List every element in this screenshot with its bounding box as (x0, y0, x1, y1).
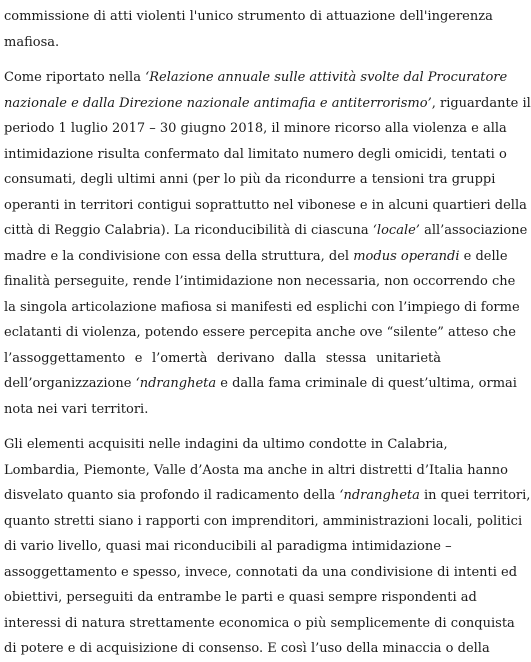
text-segment: in quei territori, (419, 488, 531, 503)
text-line: operanti in territori contigui soprattutto nel vibonese e in alcuni quartieri della (4, 197, 527, 213)
text-line: la singola articolazione mafiosa si manifesti ed esplichi con l’impiego di forme (4, 299, 520, 315)
text-line: l’assoggettamento e l’omertà derivano dalla stessa unitarietà (4, 350, 441, 366)
italic-text: ‘locale’ (372, 223, 420, 238)
text-segment: madre e la condivisione con essa della struttura, del (4, 248, 354, 264)
text-line: di potere e di acquisizione di consenso. E così l’uso della minaccia o della (4, 641, 490, 656)
text-line (4, 371, 517, 397)
text-line: nota nei vari territori. (4, 401, 149, 417)
text-line: intimidazione risulta confermato dal limitato numero degli omicidi, tentati o (4, 146, 507, 162)
text-line: commissione di atti violenti l'unico strumento di attuazione dell'ingerenza (4, 9, 493, 24)
italic-text: ‘ndrangheta (135, 376, 217, 391)
text-segment: dell’organizzazione (4, 376, 136, 391)
text-segment: e delle (459, 248, 508, 264)
italic-text: ‘Relazione annuale sulle attività svolte dal Procuratore (145, 70, 508, 85)
text-line (4, 65, 508, 91)
text-line (4, 483, 531, 509)
paragraph (4, 4, 493, 55)
text-line: quanto stretti siano i rapporti con imprenditori, amministrazioni locali, politici (4, 513, 523, 529)
text-line: Gli elementi acquisiti nelle indagini da ultimo condotte in Calabria, (4, 437, 448, 452)
paragraph-spacer (4, 55, 441, 65)
text-segment: Come riportato nella (4, 70, 146, 85)
text-line: consumati, degli ultimi anni (per lo più da ricondurre a tensioni tra gruppi (4, 172, 496, 187)
text-segment: , riguardante il (431, 95, 531, 111)
paragraph (4, 65, 531, 422)
text-segment: e dalla fama criminale di quest’ultima, ormai (216, 376, 517, 391)
text-line (4, 218, 528, 244)
text-line: eclatanti di violenza, potendo essere percepita anche ove “silente” atteso che (4, 325, 516, 340)
text-segment: disvelato quanto sia profondo il radicamento della (4, 488, 340, 503)
paragraph (4, 432, 531, 662)
italic-text: nazionale e dalla Direzione nazionale antimafia e antiterrorismo’ (4, 95, 432, 111)
text-line: interessi di natura strettamente economica o più semplicemente di conquista (4, 615, 515, 631)
text-line (4, 244, 508, 270)
text-line: di vario livello, quasi mai riconducibili al paradigma intimidazione – (4, 539, 452, 554)
text-line: assoggettamento e spesso, invece, connotati da una condivisione di intenti ed (4, 564, 518, 580)
text-segment: all’associazione (419, 223, 528, 238)
text-line: finalità perseguite, rende l’intimidazione non necessaria, non occorrendo che (4, 274, 516, 289)
text-line: mafiosa. (4, 34, 60, 50)
paragraph-spacer (4, 422, 441, 432)
text-line (4, 91, 531, 117)
text-segment: città di Reggio Calabria). La riconducibilità di ciascuna (4, 223, 373, 238)
italic-text: modus operandi (353, 248, 460, 264)
text-line: periodo 1 luglio 2017 – 30 giugno 2018, il minore ricorso alla violenza e alla (4, 121, 507, 136)
text-line: obiettivi, perseguiti da entrambe le parti e quasi sempre rispondenti ad (4, 590, 477, 605)
text-line: Lombardia, Piemonte, Valle d’Aosta ma anche in altri distretti d’Italia hanno (4, 462, 508, 478)
italic-text: ‘ndrangheta (339, 488, 420, 503)
